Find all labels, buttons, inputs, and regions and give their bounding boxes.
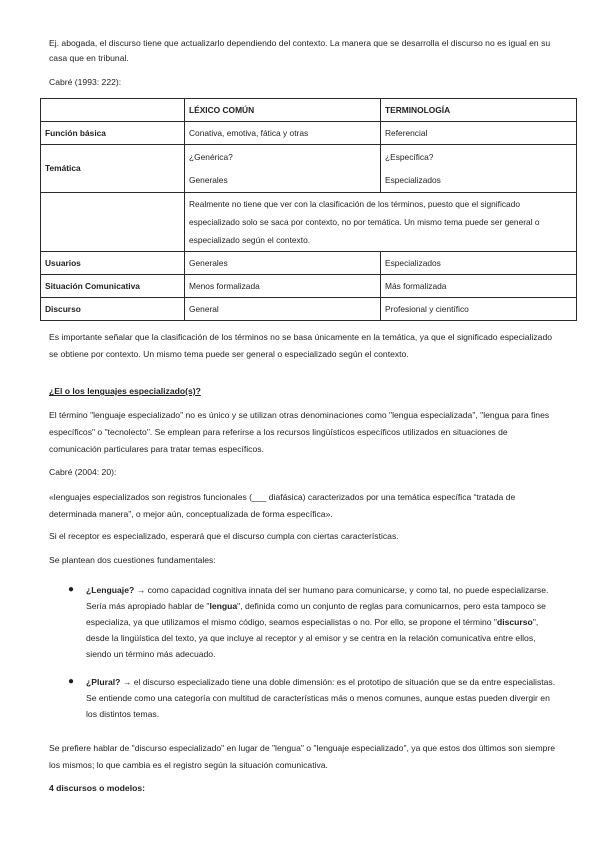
cell-usuarios-term: Especializados [381,252,577,275]
intro-paragraph: Ej. abogada, el discurso tiene que actualizarlo dependiendo del contexto. La manera que se desarrolla el discurso no es igual en su casa que en tribunal. [49,38,551,63]
cuestiones-list [68,582,558,722]
table-row [41,275,577,298]
row-label-funcion: Función básica [41,122,185,145]
citation-cabre-1993: Cabré (1993: 222): [49,77,122,87]
cell-discurso-term: Profesional y científico [381,298,577,321]
tematica-term-answer: Especializados [385,174,441,185]
list-item-lenguaje: ● ¿Lenguaje? → como capacidad cognitiva innata del ser humano para comunicarse, y como tal, no puede especializarse. Sería más apropiado hablar de "lengua", definida como un conjunto de reglas para comunicarnos, pero esta tampoco se especializa, ya que utilizamos el mismo código, seamos especialistas o no. Por ello, se propone el término "discurso", desde la lingüística del texto, ya que incluye al receptor y al emisor y se centra en la relación comunicativa entre ellos, siendo un término más adecuado. [68,584,549,659]
cell-funcion-term: Referencial [381,122,577,145]
row-label-tematica: Temática [41,145,185,193]
tematica-comun-answer: Generales [189,174,228,185]
cell-situacion-comun: Menos formalizada [185,275,381,298]
row-label-discurso: Discurso [41,298,185,321]
cell-tematica-comun [185,145,381,193]
cell-situacion-term: Más formalizada [381,275,577,298]
comparison-table [40,98,577,321]
row-label-usuarios: Usuarios [41,252,185,275]
section-heading-lenguajes: ¿El o los lenguajes especializado(s)? [49,386,201,396]
table-row [41,145,577,193]
tematica-comun-question: ¿Genérica? [189,151,233,162]
list-item-plural: ● ¿Plural? → el discurso especializado tiene una doble dimensión: es el prototipo de situación que se da entre especialistas. Se entiende como una categoría con multitud de características más o menos comunes, aunque estas pueden divergir en los distintos temas. [68,676,556,719]
table-header-terminologia: TERMINOLOGÍA [381,99,577,122]
table-header-row [41,99,577,122]
bullet-icon: ● [68,676,75,687]
tematica-note: Realmente no tiene que ver con la clasificación de los términos, puesto que el significado especializado solo se saca por contexto, no por temática. Un mismo tema puede ser general o especializado según el contexto. [185,193,577,252]
table-header-empty [41,99,185,122]
cell-funcion-comun: Conativa, emotiva, fática y otras [185,122,381,145]
row-label-situacion: Situación Comunicativa [41,275,185,298]
table-row [41,122,577,145]
cell-usuarios-comun: Generales [185,252,381,275]
tematica-term-question: ¿Específica? [385,151,434,162]
section-heading-discursos: 4 discursos o modelos: [49,783,145,793]
citation-cabre-2004: Cabré (2004: 20): [49,467,117,477]
table-row [41,298,577,321]
note-row-empty-cell [41,193,185,252]
cabre-quote: «lenguajes especializados son registros funcionales (___ diafásica) caracterizados por una temática específica “tratada de determinada manera”, o mejor aún, conceptualizada de forma específica». [49,492,516,519]
table-header-lexico-comun: LÉXICO COMÚN [185,99,381,122]
cell-discurso-comun: General [185,298,381,321]
receptor-paragraph: Si el receptor es especializado, esperará que el discurso cumpla con ciertas características. [49,531,399,541]
table-row [41,252,577,275]
cell-tematica-term [381,145,577,193]
discurso-especializado-paragraph: Se prefiere hablar de "discurso especializado" en lugar de "lengua" o "lenguaje especializado", ya que estos dos últimos son siempre los mismos; lo que cambia es el registro según la situación comunicativa. [49,743,556,770]
table-row [41,193,577,252]
after-table-paragraph: Es importante señalar que la clasificación de los términos no se basa únicamente en la temática, ya que el significado especializado se obtiene por contexto. Un mismo tema puede ser general o especializado según el contexto. [49,332,553,359]
lenguaje-especializado-paragraph: El término "lenguaje especializado" no es único y se utilizan otras denominaciones como "lengua especializada", "lengua para fines específicos" o "tecnolecto". Se emplean para referirse a los recursos lingüísticos específicos utilizados en situaciones de comunicación particulares para tratar temas específicos. [49,410,550,454]
bullet-icon: ● [68,584,75,595]
cuestiones-intro: Se plantean dos cuestiones fundamentales: [49,555,216,565]
